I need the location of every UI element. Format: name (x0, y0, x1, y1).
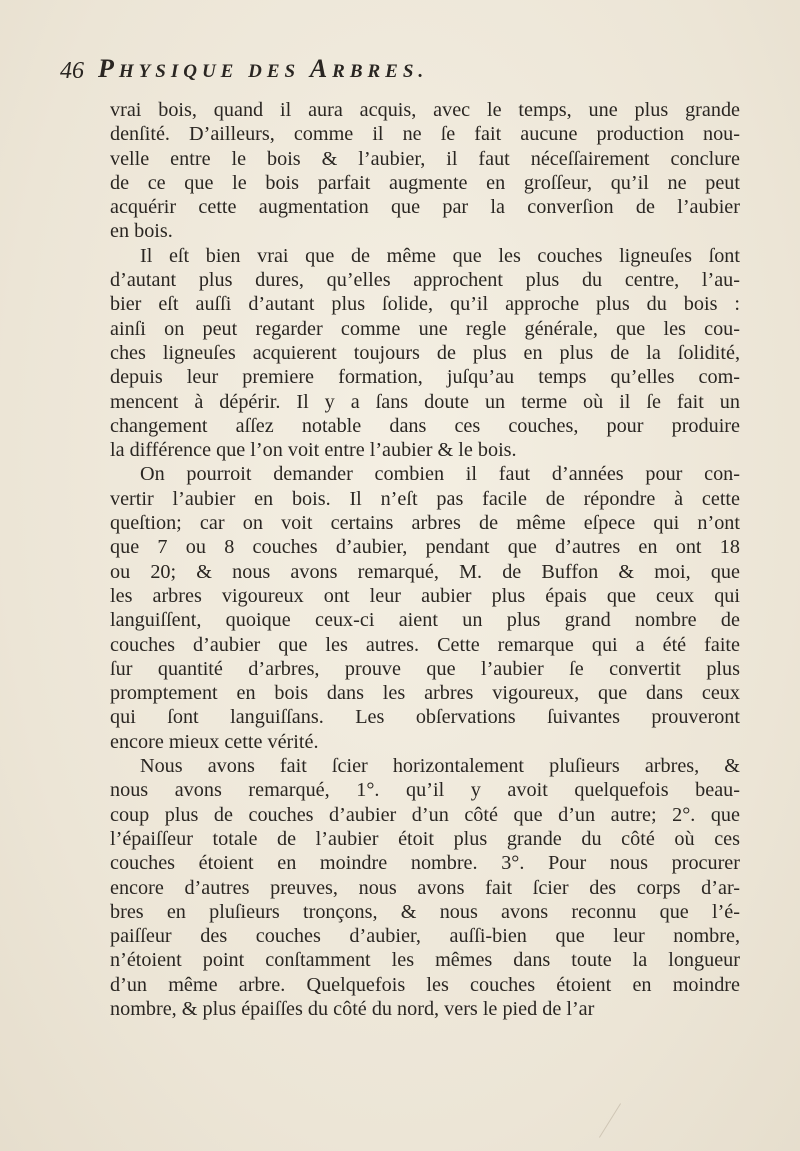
text-line: n’étoient point conſtamment les mêmes dans toute la longueur (110, 949, 740, 972)
text-line: encore d’autres preuves, nous avons fait ſcier des corps d’ar- (110, 876, 740, 899)
text-line: Nous avons fait ſcier horizontalement pluſieurs arbres, & (140, 755, 740, 778)
text-line: ches ligneuſes acquierent toujours de plus en plus de la ſolidité, (110, 341, 740, 364)
text-line: promptement en bois dans les arbres vigoureux, que dans ceux (110, 682, 740, 705)
margin-pencil-mark (599, 1103, 621, 1137)
paragraph (110, 462, 740, 754)
text-line: l’épaiſſeur totale de l’aubier étoit plus grande du côté où ces (110, 827, 740, 850)
text-line: couches d’aubier que les autres. Cette remarque qui a été faite (110, 633, 740, 656)
text-line: bres en pluſieurs tronçons, & nous avons reconnu que l’é- (110, 900, 740, 923)
text-line: bier eſt auſſi d’autant plus ſolide, qu’il approche plus du bois : (110, 293, 740, 316)
text-line: depuis leur premiere formation, juſqu’au temps qu’elles com- (110, 366, 740, 389)
text-line: en bois. (110, 220, 173, 243)
text-line: les arbres vigoureux ont leur aubier plus épais que ceux qui (110, 584, 740, 607)
text-line: Il eſt bien vrai que de même que les couches ligneuſes ſont (140, 244, 740, 267)
title-smallcaps-1: HYSIQUE DES (118, 61, 310, 82)
title-initial-2: A (309, 54, 333, 83)
text-line: vrai bois, quand il aura acquis, avec le temps, une plus grande (110, 99, 740, 121)
text-line: languiſſent, quoique ceux-ci aient un plus grand nombre de (110, 609, 740, 632)
text-line: ou 20; & nous avons remarqué, M. de Buffon & moi, que (110, 560, 740, 583)
running-head (60, 54, 740, 94)
text-line: la différence que l’on voit entre l’aubier & le bois. (110, 439, 517, 462)
text-line: couches étoient en moindre nombre. 3°. Pour nous procurer (110, 852, 740, 875)
text-line: encore mieux cette vérité. (110, 730, 319, 753)
text-line: que 7 ou 8 couches d’aubier, pendant que d’autres en ont 18 (110, 536, 740, 559)
text-line: de ce que le bois parfait augmente en groſſeur, qu’il ne peut (110, 171, 740, 194)
paragraph (110, 754, 740, 1021)
text-line: denſité. D’ailleurs, comme il ne ſe fait aucune production nou- (110, 123, 740, 146)
title-smallcaps-2: RBRES. (332, 61, 429, 82)
text-line: ſur quantité d’arbres, prouve que l’aubier ſe convertit plus (110, 657, 740, 680)
text-line: qui ſont languiſſans. Les obſervations ſuivantes prouveront (110, 706, 740, 729)
text-line: paiſſeur des couches d’aubier, auſſi-bien que leur nombre, (110, 925, 740, 948)
text-line: velle entre le bois & l’aubier, il faut néceſſairement conclure (110, 147, 740, 170)
title-initial-1: P (98, 54, 119, 83)
text-line: On pourroit demander combien il faut d’années pour con- (140, 463, 740, 486)
paragraph (110, 244, 740, 463)
text-line: ainſi on peut regarder comme une regle générale, que les cou- (110, 317, 740, 340)
text-line: d’un même arbre. Quelquefois les couches étoient en moindre (110, 973, 740, 996)
text-line: nombre, & plus épaiſſes du côté du nord, vers le pied de l’ar (110, 997, 595, 1020)
running-title (98, 54, 428, 84)
text-line: mencent à dépérir. Il y a ſans doute un terme où il ſe fait un (110, 390, 740, 413)
body-text (110, 98, 740, 1021)
text-line: changement aſſez notable dans ces couches, pour produire (110, 414, 740, 437)
text-line: queſtion; car on voit certains arbres de même eſpece qui n’ont (110, 512, 740, 535)
text-line: vertir l’aubier en bois. Il n’eſt pas facile de répondre à cette (110, 487, 740, 510)
text-line: nous avons remarqué, 1°. qu’il y avoit quelquefois beau- (110, 779, 740, 802)
paragraph (110, 98, 740, 244)
page-number: 46 (60, 58, 84, 84)
text-line: coup plus de couches d’aubier d’un côté que d’un autre; 2°. que (110, 803, 740, 826)
text-line: d’autant plus dures, qu’elles approchent plus du centre, l’au- (110, 269, 740, 292)
text-line: acquérir cette augmentation que par la converſion de l’aubier (110, 196, 740, 219)
